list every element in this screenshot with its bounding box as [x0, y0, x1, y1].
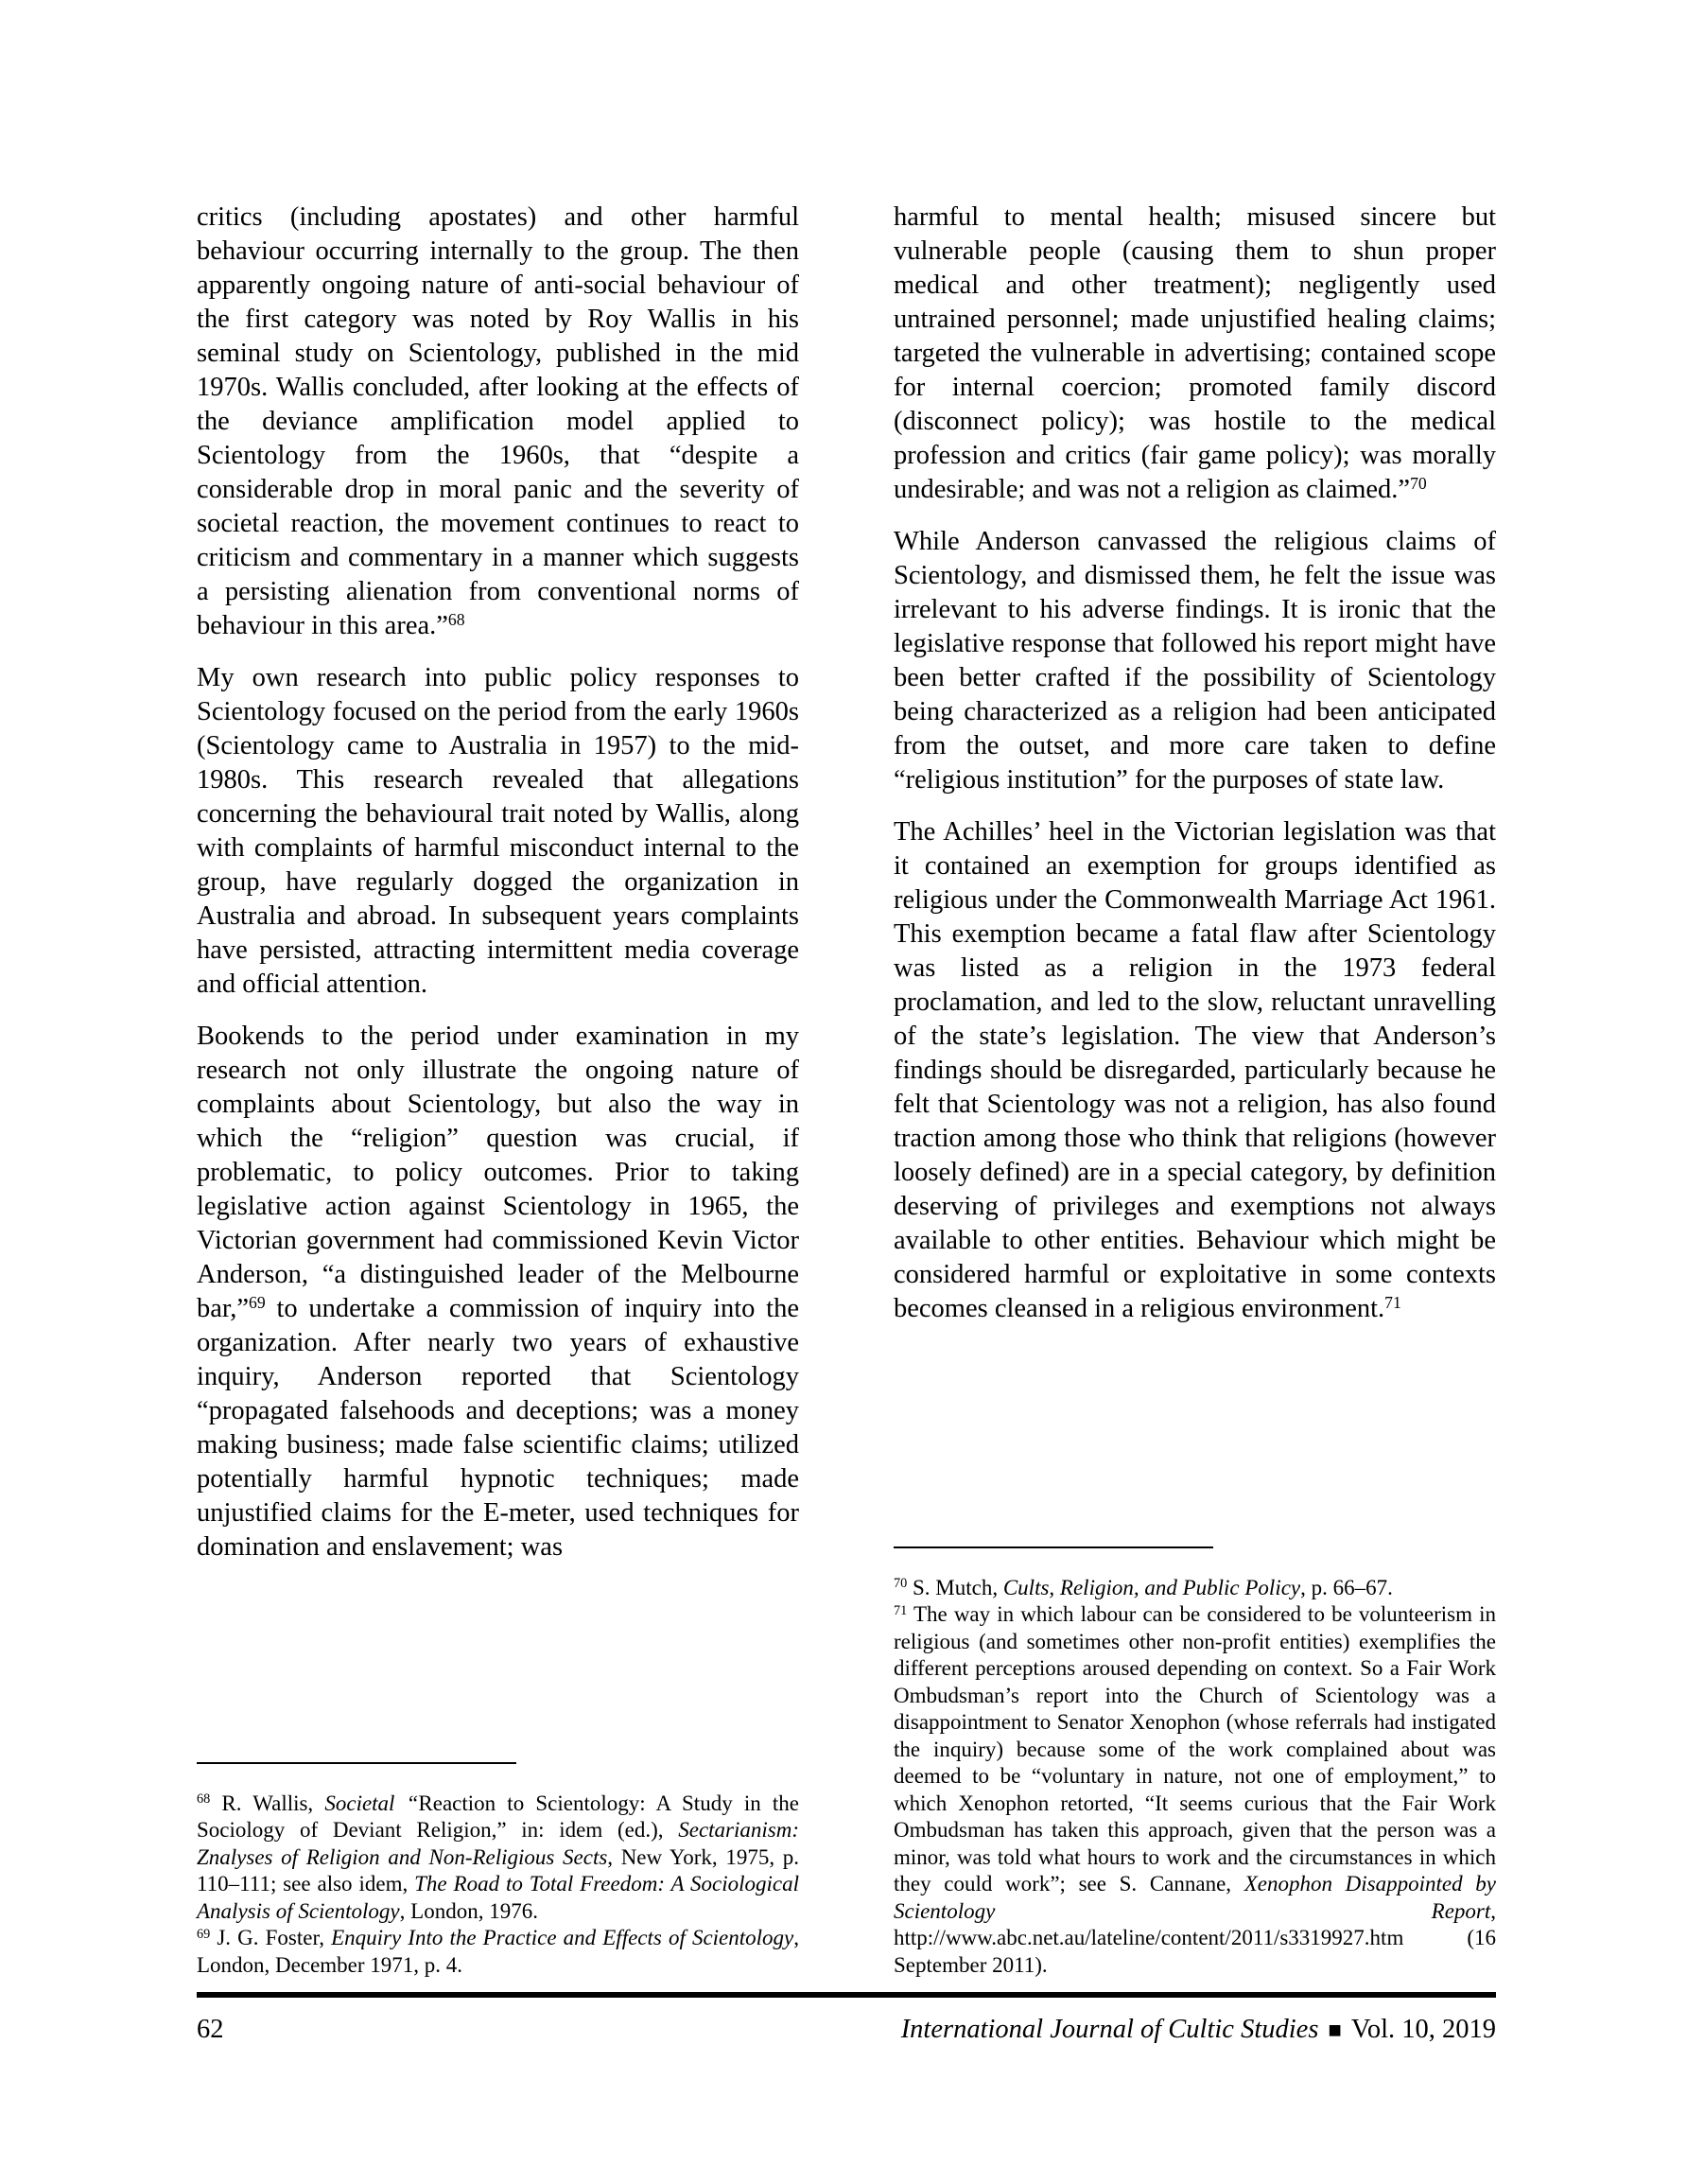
paragraph — [894, 815, 1496, 1326]
column-left — [197, 201, 799, 1979]
column-right — [894, 201, 1496, 1979]
footer-rule — [197, 1992, 1496, 1998]
text-run: , London, December 1971, p. 4. — [197, 1926, 799, 1977]
right-paragraphs — [894, 201, 1496, 1344]
footnote — [197, 1925, 799, 1979]
text-run: Enquiry Into the Practice and Effects of Scientology — [331, 1926, 794, 1949]
text-run: , New York, 1975, p. 110–111; see also idem, — [197, 1844, 799, 1896]
footnote-ref: 70 — [894, 1576, 908, 1592]
left-footnotes — [197, 1762, 799, 1980]
footnote-url: http://www.abc.net.au/lateline/content/2011/s3319927.htm — [894, 1926, 1404, 1949]
text-run: critics (including apostates) and other harmful behaviour occurring internally to the group. The then apparently ongoing nature of anti-social behaviour of the first category was noted by Roy Wallis in his seminal study on Scientology, published in the mid 1970s. Wallis concluded, after looking at the effects of the deviance amplification model applied to Scientology from the 1960s, that “despite a considerable drop in moral panic and the severity of societal reaction, the movement continues to react to criticism and commentary in a manner which suggests a persisting alienation from conventional norms of behaviour in this area.” — [197, 202, 799, 640]
footer-bullet-icon: ■ — [1328, 2018, 1342, 2043]
paragraph — [197, 201, 799, 643]
footnote — [894, 1575, 1496, 1602]
page-body — [197, 201, 1496, 1979]
text-run: (16 September 2011). — [894, 1926, 1496, 1977]
journal-line — [901, 2013, 1496, 2048]
paragraph — [197, 661, 799, 1002]
page-number: 62 — [197, 2015, 224, 2044]
journal-title: International Journal of Cultic Studies — [900, 2015, 1319, 2044]
paragraph — [197, 1020, 799, 1564]
text-run: S. Mutch, — [907, 1575, 1003, 1599]
footnote-ref: 69 — [249, 1293, 266, 1313]
left-footnote-list — [197, 1791, 799, 1980]
footnote-ref: 70 — [1410, 474, 1427, 494]
text-run: Bookends to the period under examination in my research not only illustrate the ongoing nature of complaints about Scientology, but also the way in which the “religion” question was crucial, if problematic, to policy outcomes. Prior to taking legislative action against Scientology in 1965, the Victorian government had commissioned Kevin Victor Anderson, “a distinguished leader of the Melbourne bar,” — [197, 1022, 799, 1323]
text-run: , London, 1976. — [399, 1898, 538, 1923]
text-run: R. Wallis, — [210, 1791, 325, 1815]
footnote-ref: 68 — [197, 1791, 211, 1808]
text-run: , — [1490, 1898, 1496, 1923]
volume-label: Vol. 10, 2019 — [1350, 2015, 1496, 2044]
footnote — [197, 1791, 799, 1926]
paragraph — [894, 525, 1496, 797]
footnote — [894, 1601, 1496, 1979]
text-run: Sectarianism: Znalyses of Religion and Non-Religious Sects — [197, 1818, 799, 1869]
text-run: While Anderson canvassed the religious claims of Scientology, and dismissed them, he felt the issue was irrelevant to his adverse findings. It is ironic that the legislative response that followed his report might have been better crafted if the possibility of Scientology being characterized as a religion had been anticipated from the outset, and more care taken to define “religious institution” for the purposes of state law. — [894, 527, 1496, 795]
text-run: Xenophon Disappointed by Scientology Report — [894, 1872, 1496, 1923]
paragraph — [894, 201, 1496, 507]
right-footnote-list — [894, 1575, 1496, 1980]
page-footer — [197, 2013, 1496, 2048]
text-run: The Achilles’ heel in the Victorian legislation was that it contained an exemption for groups identified as religious under the Commonwealth Marriage Act 1961. This exemption became a fatal flaw after Scientology was listed as a religion in the 1973 federal proclamation, and led to the slow, reluctant unravelling of the state’s legislation. The view that Anderson’s findings should be disregarded, particularly because he felt that Scientology was not a religion, has also found traction among those who think that religions (however loosely defined) are in a special category, by definition deserving of privileges and exemptions not always available to other entities. Behaviour which might be considered harmful or exploitative in some contexts becomes cleansed in a religious environment. — [894, 817, 1496, 1323]
text-run: The Road to Total Freedom: A Sociological Analysis of Scientology — [197, 1872, 799, 1923]
footnote-separator — [894, 1546, 1213, 1548]
text-run: Societal “ — [324, 1791, 419, 1815]
text-run: to undertake a commission of inquiry into the organization. After nearly two years of exhaustive inquiry, Anderson reported that Scientology “propagated falsehoods and deceptions; was a money making business; made false scientific claims; utilized potentially harmful hypnotic techniques; made unjustified claims for the E-meter, used techniques for domination and enslavement; was — [197, 1294, 799, 1562]
text-run: , p. 66–67. — [1300, 1575, 1393, 1599]
text-run: My own research into public policy responses to Scientology focused on the period from the early 1960s (Scientology came to Australia in 1957) to the mid-1980s. This research revealed that allegations concerning the behavioural trait noted by Wallis, along with complaints of harmful misconduct internal to the group, have regularly dogged the organization in Australia and abroad. In subsequent years complaints have persisted, attracting intermittent media coverage and official attention. — [197, 663, 799, 999]
text-run: The way in which labour can be considered to be volunteerism in religious (and sometimes other non-profit entities) exemplifies the different perceptions aroused depending on context. So a Fair Work Ombudsman’s report into the Church of Scientology was a disappointment to Senator Xenophon (whose referrals had instigated the inquiry) because some of the work complained about was deemed to be “voluntary in nature, not one of employment,” to which Xenophon retorted, “It seems curious that the Fair Work Ombudsman has taken this approach, given that the person was a minor, was told what hours to work and the circumstances in which they could work”; see S. Cannane, — [894, 1602, 1496, 1896]
footnote-ref: 71 — [1384, 1293, 1401, 1313]
text-run: Cults, Religion, and Public Policy — [1002, 1575, 1301, 1599]
footnote-ref: 71 — [894, 1602, 908, 1618]
footnote-ref: 68 — [447, 610, 465, 630]
right-footnotes — [894, 1546, 1496, 1980]
left-paragraphs — [197, 201, 799, 1582]
text-run: J. G. Foster, — [210, 1926, 332, 1949]
footnote-separator — [197, 1762, 516, 1764]
footnote-ref: 69 — [197, 1926, 211, 1942]
text-run: Reaction to Scientology: A Study in the Sociology of Deviant Religion,” in: idem (ed.), — [197, 1791, 800, 1842]
text-run: harmful to mental health; misused sincere but vulnerable people (causing them to shun proper medical and other treatment); negligently used untrained personnel; made unjustified healing claims; targeted the vulnerable in advertising; contained scope for internal coercion; promoted family discord (disconnect policy); was hostile to the medical profession and critics (fair game policy); was morally undesirable; and was not a religion as claimed.” — [894, 202, 1496, 504]
